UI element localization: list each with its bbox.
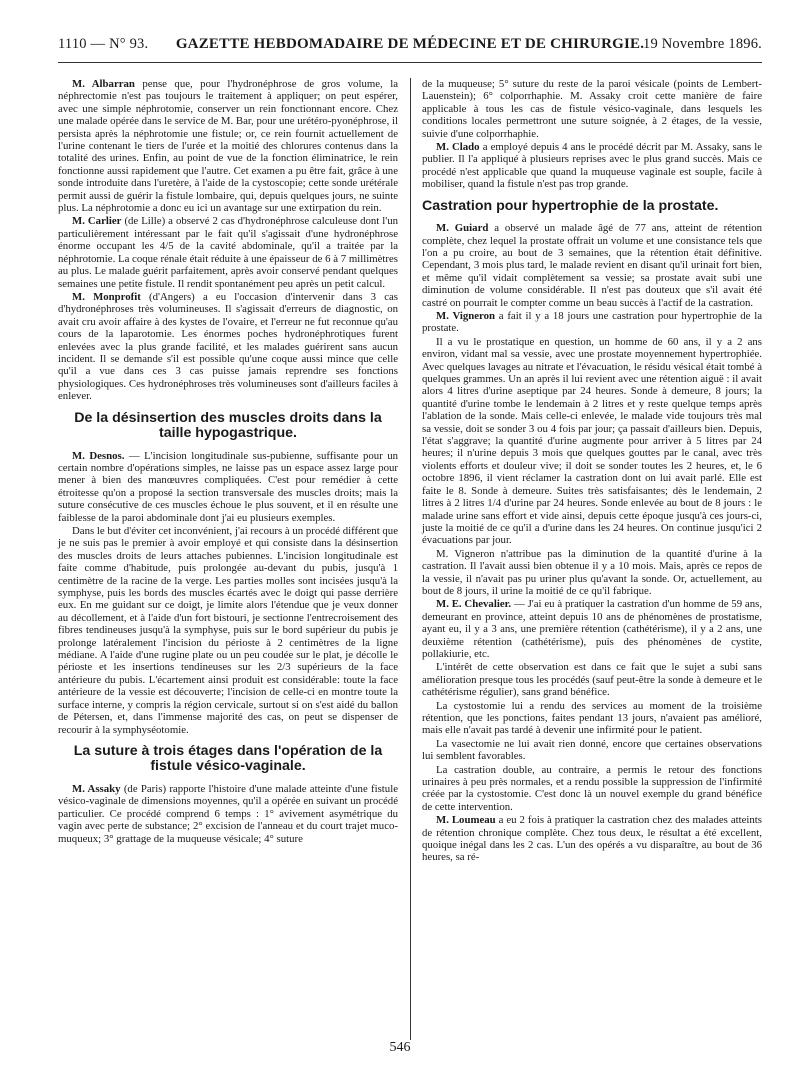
speaker-name: M. Assaky: [72, 782, 121, 795]
header-page-number: 1110 — N° 93.: [58, 36, 149, 52]
paragraph-text: a employé depuis 4 ans le procédé décrit par M. Assaky, sans le publier. Il l'a appliqué à plusieurs reprises avec le plus grand succès. Mais ce procédé n'est applicable que quand la muqueuse vaginale est souple, facile à mobiliser, quand la fistule n'est pas trop grande.: [422, 141, 762, 191]
paragraph: [58, 78, 398, 214]
page-folio: 546: [389, 1040, 411, 1055]
paragraph-text: a observé un malade âgé de 77 ans, atteint de rétention complète, chez lequel la prostate offrait un volume et une consistance tels que l'on a pu croire, au bout de 3 semaines, que la rétention était définitive. Cependant, 3 mois plus tard, le malade revient en disant qu'il urinait fort bien, et même qu'il vidait complètement sa vessie; sa prostate avait subi une diminution de volume considérable. Il n'est pas douteux que s'il avait été castré on pourrait le compter comme un beau succès à l'actif de la castration.: [422, 222, 763, 309]
right-column: [422, 78, 762, 865]
paragraph: Il a vu le prostatique en question, un homme de 60 ans, il y a 2 ans environ, vidant mal sa vessie, avec une prostate moyennement hypertrophiée. Avec quelques lavages au nitrate et l'évacuation, le résidu vésical était tombé à quelques grammes. Un an après il lui revient avec une rétention aiguë : il avait alors 4 litres d'urine aseptique par 24 heures. Sonde à demeure, 8 jours; la quantité d'urine tombe le lendemain à 2 litres et y reste quelque temps après l'ablation de la sonde. Mais celle-ci enlevée, le malade vide toujours très mal sa vessie, doit se sonder 3 ou 4 fois par jour; ça passait d'ailleurs bien. Depuis, l'état s'aggrave; la quantité d'urine augmente pour arriver à 5 litres par 24 heures; il n'urine depuis 3 mois que quelques gouttes par le canal, avec très violents efforts et douleur vive; il doit se sonder toutes les 2 heures, et, le 6 octobre 1896, il vient réclamer la castration dont on lui avait parlé. Elle est faite le 8. Sonde à demeure. Suites très satisfaisantes; dès le lendemain, 2 litres à 2 litres 1/4 d'urine par 24 heures. Sonde enlevée au bout de 8 jours : le malade urine sans effort et vide ainsi, depuis cette époque jusqu'à ces jours-ci, juste la moitié de ce qu'il a d'urine dans les 24 heures. On continue jusqu'ici 2 évacuations par jour.: [422, 335, 762, 547]
header-date: 19 Novembre 1896.: [643, 36, 762, 52]
left-column: [58, 78, 398, 846]
paragraph: Dans le but d'éviter cet inconvénient, j'ai recours à un procédé différent que je ne suis pas le premier à avoir employé et qui consiste dans la désinsertion des muscles droits de leurs attaches pubiennes. L'incision longitudinale est faite comme d'habitude, puis prolongée au-devant du pubis, jusqu'à 1 centimètre de la racine de la verge. Les parties molles sont incisées jusqu'à la symphyse, puis les bords des muscles écartés avec le doigt qui passe derrière eux. En me guidant sur ce doigt, je limite alors l'étendue que je veux donner au décollement, et à l'aide d'un fort bistouri, je sectionne l'entrecroisement des fibres tendineuses jusqu'à la symphyse, puis sur le bord supérieur du pubis je prolonge latéralement l'incision du périoste à 2 centimètres de la ligne médiane. A l'aide d'une rugine plate ou un peu coudée sur le plat, je décolle le périoste et les insertions tendineuses sur les 2/3 supérieurs de la face antérieure du pubis. L'écartement ainsi produit est considérable: toute la face antérieure de la vessie est découverte; l'incision de celle-ci en montre toute la surface interne, y compris la région cervicale, surtout si on s'est aidé du ballon de Pétersen, et, dans l'immense majorité des cas, on peut se dispenser de recourir à la symphyséotomie.: [58, 525, 398, 736]
paragraph: [58, 450, 398, 524]
paragraph: [58, 215, 398, 289]
paragraph-text: — L'incision longitudinale sus-pubienne, suffisante pour un certain nombre d'opérations simples, ne laisse pas un espace assez large pour mener à bien des manœuvres compliquées. C'est pour remédier à cette étroitesse qu'on a proposé la section transversale des muscles droits; mais la suture consécutive de ces muscles échoue le plus souvent, et il en résulte une faiblesse de la paroi abdominale dont j'ai eu plusieurs exemples.: [58, 449, 398, 524]
paragraph-text: pense que, pour l'hydronéphrose de gros volume, la néphrectomie n'est pas toujours le traitement à appliquer; on peut espérer, avec une simple néphrotomie, conserver un rein fonctionnant encore. Chez une malade opérée dans le service de M. Bar, pour une urétéro-pyonéphrose, il persista après la néphrotomie une fistule; or, ce rein fournit actuellement de l'urine contenant le tiers de l'urée et la moitié des chlorures contenus dans la totalité des urines. Enfin, au point de vue de la fonction éliminatrice, le rein fonctionne aussi rapidement que l'autre. Cet examen a pu être fait, grâce à une sonde introduite dans l'uretère, à l'aide de la cystoscopie; cette sonde urétérale permit aussi de guérir la fistule lombaire, qui, depuis quelques jours, ne suinte plus. La néphrotomie a donc eu ici un avantage sur une extirpation du rein.: [58, 78, 398, 215]
paragraph: [58, 783, 398, 845]
section-heading: De la désinsertion des muscles droits dans la taille hypogastrique.: [74, 409, 382, 442]
column-divider: [410, 78, 411, 1040]
paragraph-text: a eu 2 fois à pratiquer la castration chez des malades atteints de rétention chronique complète. Chez tous deux, le résultat a été excellent, quoique inégal dans les 2 cas. L'un des opérés a vu disparaître, au bout de 36 heures, sa ré-: [422, 814, 762, 864]
speaker-name: M. Guiard: [436, 222, 489, 235]
paragraph: [422, 814, 762, 864]
section-heading: Castration pour hypertrophie de la prostate.: [422, 197, 719, 214]
paragraph: [58, 291, 398, 403]
paragraph: M. Vigneron n'attribue pas la diminution de la quantité d'urine à la castration. Il l'avait aussi bien obtenue il y a 10 mois. Mais, après ce repos de la vessie, il n'avait pas pu uriner plus qu'avant la sonde. Or, actuellement, au bout de 8 jours, il urine la moitié de ce qu'il fabrique.: [422, 547, 762, 597]
paragraph-text: (de Paris) rapporte l'histoire d'une malade atteinte d'une fistule vésico-vaginale de dimensions moyennes, qu'il a opérée en suivant un procédé particulier. Ce procédé comprend 6 temps : 1° avivement asymétrique du vagin avec perte de substance; 2° excision de l'anneau et du court trajet muco-muqueux; 3° grattage de la muqueuse vésicale; 4° suture: [58, 782, 398, 845]
paragraph-text: a fait il y a 18 jours une castration pour hypertrophie de la prostate.: [422, 310, 762, 335]
paragraph: [422, 598, 762, 660]
speaker-name: M. Albarran: [72, 78, 135, 90]
header-rule: [58, 62, 762, 63]
paragraph: [422, 310, 762, 335]
speaker-name: M. Carlier: [72, 215, 122, 228]
section-heading: La suture à trois étages dans l'opération de la fistule vésico-vaginale.: [73, 742, 383, 775]
speaker-name: M. E. Chevalier.: [436, 598, 512, 611]
speaker-name: M. Clado: [436, 141, 480, 154]
speaker-name: M. Monprofit: [72, 290, 141, 303]
paragraph: [422, 222, 762, 309]
header-journal-title: GAZETTE HEBDOMADAIRE DE MÉDECINE ET DE CHIRURGIE.: [175, 36, 645, 52]
paragraph-text: (d'Angers) a eu l'occasion d'intervenir dans 3 cas d'hydronéphroses très volumineuses. Il s'agissait d'erreurs de diagnostic, on avait cru avoir affaire à des kystes de l'ovaire, et l'erreur ne fut reconnue qu'au cours de la laparotomie. Les énormes poches hydronéphrotiques furent enlevées avec la plus grande facilité, et les malades guérirent sans aucun incident. Il se demande s'il est possible qu'une coque aussi mince que celle qu'il a vue dans ces 3 cas puisse jamais reprendre ses fonctions physiologiques. Ces hydronéphroses très volumineuses sont d'ailleurs faciles à enlever.: [58, 290, 399, 403]
paragraph: [422, 141, 762, 191]
running-header: [58, 36, 762, 58]
speaker-name: M. Loumeau: [436, 814, 496, 827]
paragraph: La vasectomie ne lui avait rien donné, encore que certaines observations lui semblent favorables.: [422, 737, 762, 763]
speaker-name: M. Desnos.: [72, 449, 125, 462]
speaker-name: M. Vigneron: [436, 310, 496, 322]
paragraph-text: (de Lille) a observé 2 cas d'hydronéphrose calculeuse dont l'un particulièrement intéressant par le fait qu'il s'agissait d'une hydronéphrose énorme occupant les 4/5 de la cavité abdominale, qu'il a traitée par la néphrotomie. La coque rénale était réduite à une épaisseur de 6 à 7 millimètres au plus. Le malade guérit parfaitement, après avoir conservé pendant quelques semaines une petite fistule. Il rendit spontanément peu après un petit calcul.: [58, 215, 398, 290]
paragraph: L'intérêt de cette observation est dans ce fait que le sujet a subi sans amélioration presque tous les procédés (sauf peut-être la sonde à demeure et le cathétérisme régulier), sans grand bénéfice.: [422, 661, 762, 699]
paragraph: La castration double, au contraire, a permis le retour des fonctions urinaires à peu près normales, et a rendu possible la suppression de l'infirmité créée par la cystostomie. C'est donc là un nouvel exemple du grand bénéfice de cette intervention.: [422, 763, 762, 813]
paragraph: La cystostomie lui a rendu des services au moment de la troisième rétention, que les ponctions, faites pendant 13 jours, n'avaient pas amélioré, mais elle n'avait pas tardé à devenir une infirmité pour le patient.: [422, 699, 762, 737]
paragraph-text: — J'ai eu à pratiquer la castration d'un homme de 59 ans, demeurant en province, atteint depuis 10 ans de phénomènes de prostatisme, ayant eu, il y a 3 ans, une première rétention (cathétérisme), il y a 2 ans, une deuxième rétention (cathétérisme), puis des phénomènes de cystite, pollakiurie, etc.: [422, 598, 763, 660]
paragraph: de la muqueuse; 5° suture du reste de la paroi vésicale (points de Lembert-Lauenstein); 6° colporrhaphie. M. Assaky croit cette manière de faire applicable à tous les cas de fistule vésico-vaginale, dans lesquels les conditions locales permettront une suture soignée, à 2 étages, de la vessie, suivie d'une colporrhaphie.: [422, 78, 762, 140]
